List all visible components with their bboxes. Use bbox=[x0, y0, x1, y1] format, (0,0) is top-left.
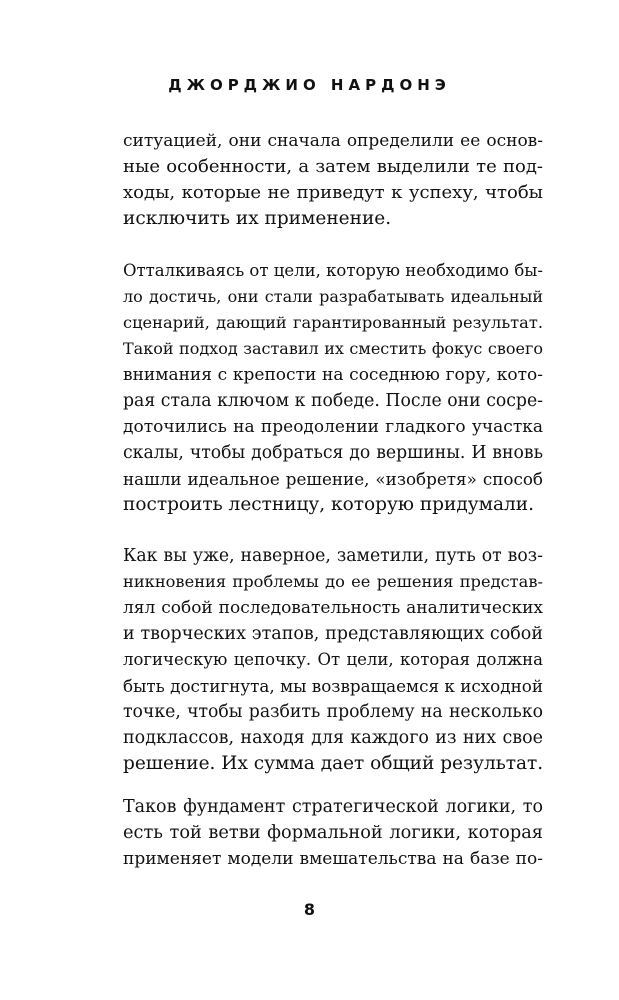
text-line: рая стала ключом к победе. После они сосре- bbox=[123, 391, 543, 411]
text-line: и творческих этапов, представляющих собой bbox=[123, 624, 543, 644]
running-header: ДЖОРДЖИО НАРДОНЭ bbox=[168, 76, 451, 94]
page-number: 8 bbox=[303, 900, 316, 919]
paragraph-4 bbox=[123, 794, 543, 872]
text-line: нашли идеальное решение, «изобретя» способ bbox=[123, 469, 543, 489]
text-line: логическую цепочку. От цели, которая должна bbox=[123, 650, 543, 669]
text-line: Такой подход заставил их сместить фокус своего bbox=[123, 339, 543, 358]
paragraph-2 bbox=[123, 258, 543, 518]
text-line: лял собой последовательность аналитических bbox=[123, 598, 543, 618]
paragraph-1 bbox=[123, 128, 543, 232]
text-line: Таков фундамент стратегической логики, то bbox=[123, 797, 543, 817]
text-line: никновения проблемы до ее решения представ- bbox=[123, 572, 543, 591]
text-line: скалы, чтобы добраться до вершины. И вновь bbox=[123, 443, 543, 463]
text-line: подклассов, находя для каждого из них свое bbox=[123, 728, 543, 748]
text-line: Как вы уже, наверное, заметили, путь от воз- bbox=[123, 546, 543, 566]
text-line: доточились на преодолении гладкого участка bbox=[123, 417, 543, 437]
text-line: внимания с крепости на соседнюю гору, кото- bbox=[123, 365, 543, 385]
text-line: сценарий, дающий гарантированный результат. bbox=[123, 313, 543, 332]
text-line: ные особенности, а затем выделили те под- bbox=[123, 156, 543, 177]
text-line: исключить их применение. bbox=[123, 208, 392, 229]
paragraph-3 bbox=[123, 543, 543, 777]
text-line: ло достичь, они стали разрабатывать идеальный bbox=[123, 287, 543, 306]
text-line: применяет модели вмешательства на базе по- bbox=[123, 849, 543, 869]
text-line: быть достигнута, мы возвращаемся к исходной bbox=[123, 676, 543, 696]
text-line: ходы, которые не приведут к успеху, чтобы bbox=[123, 182, 543, 203]
text-line: решение. Их сумма дает общий результат. bbox=[123, 753, 544, 774]
text-line: построить лестницу, которую придумали. bbox=[123, 494, 535, 515]
text-line: есть той ветви формальной логики, которая bbox=[123, 823, 543, 843]
text-line: ситуацией, они сначала определили ее основ- bbox=[123, 131, 543, 151]
text-line: Отталкиваясь от цели, которую необходимо бы- bbox=[123, 261, 543, 280]
text-line: точке, чтобы разбить проблему на несколько bbox=[123, 702, 543, 722]
